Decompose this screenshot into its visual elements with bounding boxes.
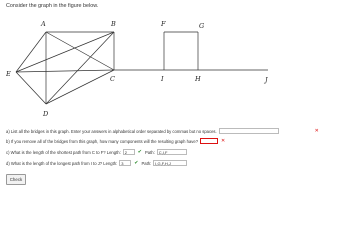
question-b-input[interactable] bbox=[200, 138, 218, 144]
question-b-incorrect-icon: ✕ bbox=[221, 138, 226, 144]
question-c-path-input[interactable]: C,I,F bbox=[157, 149, 187, 155]
question-d-path-label: Path: bbox=[141, 160, 152, 166]
vertex-label-G: G bbox=[199, 22, 205, 30]
vertex-label-J: J bbox=[265, 76, 268, 84]
vertex-label-I: I bbox=[161, 75, 164, 83]
vertex-label-E: E bbox=[6, 70, 11, 78]
question-a-incorrect-icon: ✕ bbox=[314, 128, 319, 134]
check-button[interactable]: Check bbox=[6, 174, 26, 185]
question-a-input[interactable] bbox=[219, 128, 279, 134]
question-c-length-input[interactable]: 2 bbox=[123, 149, 135, 155]
question-d-path-input[interactable]: I,G,F,H,J bbox=[153, 160, 187, 166]
edge-B-D bbox=[46, 32, 114, 104]
question-d-length-input[interactable]: 3 bbox=[119, 160, 131, 166]
edge-E-C bbox=[16, 70, 114, 72]
edge-A-C bbox=[46, 32, 114, 70]
edge-E-D bbox=[16, 72, 46, 104]
question-a bbox=[6, 128, 319, 134]
question-c-length-correct-icon: ✔ bbox=[137, 149, 142, 155]
question-c bbox=[6, 149, 187, 155]
question-d-text: d) What is the length of the longest path from I to J? Length: bbox=[6, 160, 118, 166]
vertex-label-D: D bbox=[43, 110, 49, 118]
question-a-text: a) List all the bridges in this graph. Enter your answers in alphabetical order separated by commas but no spaces. bbox=[6, 128, 217, 134]
question-b-text: b) If you remove all of the bridges from this graph, how many components will the resulting graph have? bbox=[6, 138, 199, 144]
question-c-text: c) What is the length of the shortest path from C to F? Length: bbox=[6, 149, 121, 155]
prompt-text: Consider the graph in the figure below. bbox=[6, 3, 99, 9]
question-d-length-correct-icon: ✔ bbox=[134, 160, 139, 166]
graph-edges bbox=[16, 32, 268, 104]
question-b bbox=[6, 138, 225, 144]
edge-D-C bbox=[46, 70, 114, 104]
vertex-label-F: F bbox=[161, 20, 166, 28]
vertex-label-H: H bbox=[195, 75, 201, 83]
graph-figure bbox=[6, 14, 276, 126]
question-c-path-label: Path: bbox=[144, 149, 155, 155]
vertex-label-B: B bbox=[111, 20, 116, 28]
vertex-label-C: C bbox=[110, 75, 115, 83]
vertex-label-A: A bbox=[41, 20, 46, 28]
question-d bbox=[6, 160, 187, 166]
